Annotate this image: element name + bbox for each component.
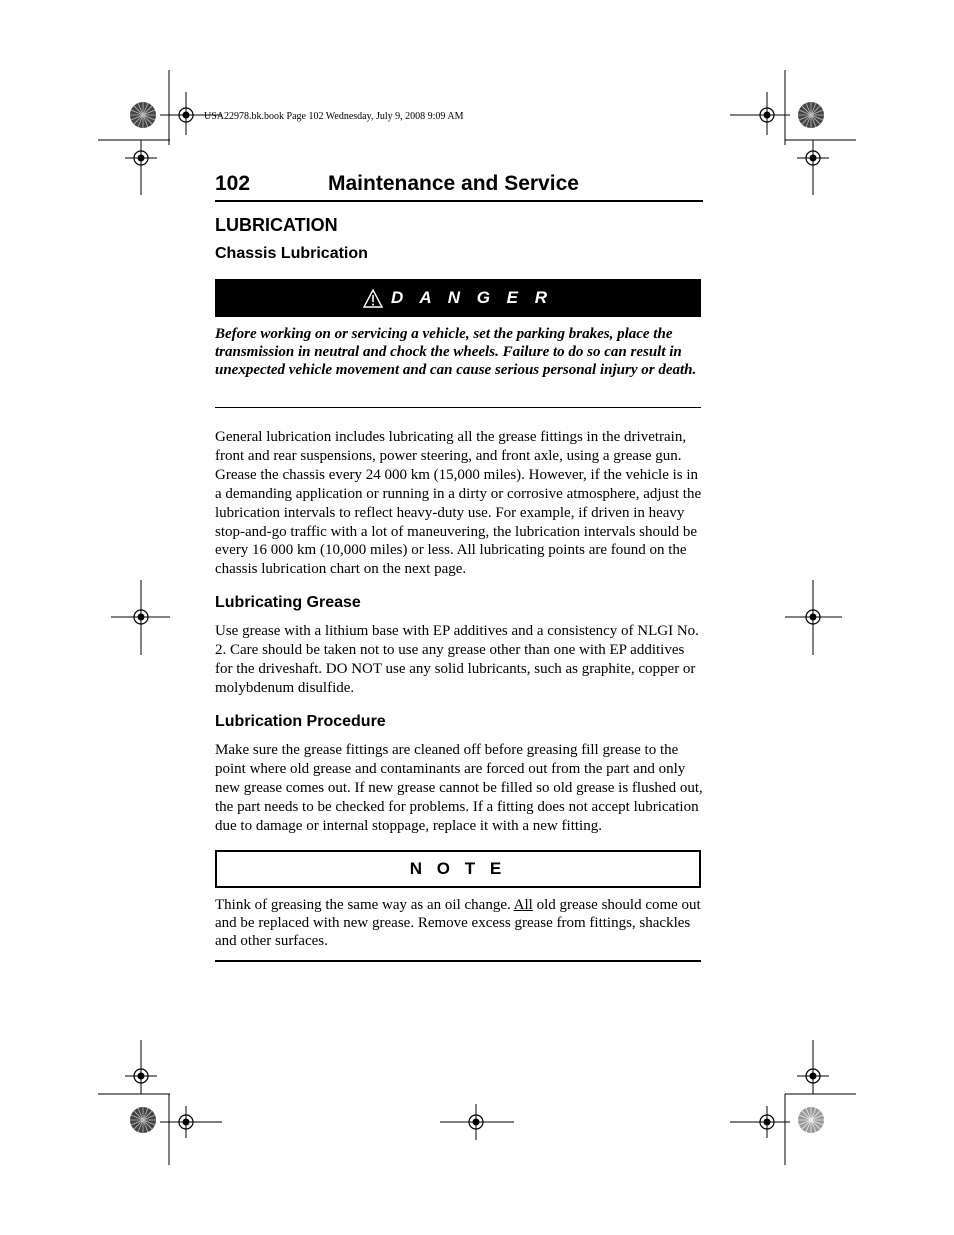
color-wheel-icon: [798, 1107, 824, 1133]
section-title: LUBRICATION: [215, 215, 338, 235]
danger-label: D A N G E R: [390, 288, 554, 307]
subsection-title-procedure: Lubrication Procedure: [215, 713, 386, 730]
color-wheel-icon: [130, 102, 156, 128]
note-label: N O T E: [409, 859, 507, 878]
paragraph-general-lubrication: General lubrication includes lubricating all the grease fittings in the drivetrain, front and rear suspensions, power steering, and front axle, using a grease gun. Grease the chassis every 24 000 km (15,000 miles). However, if the vehicle is in a demanding application or running in a dirty or corrosive atmosphere, adjust the lubrication intervals to reflect heavy-duty use. For example, if driven in heavy stop-and-go traffic with a lot of maneuvering, the lubrication intervals should be every 16 000 km (10,000 miles) or less. All lubricating points are found on the chassis lubrication chart on the next page.: [215, 429, 702, 578]
warning-triangle-icon: [363, 289, 383, 308]
crop-marks: [98, 70, 856, 1165]
print-slug: USA22978.bk.book Page 102 Wednesday, July 9, 2008 9:09 AM: [204, 111, 464, 122]
divider: [215, 407, 701, 408]
danger-message: Before working on or servicing a vehicle, set the parking brakes, place the transmission in neutral and chock the wheels. Failure to do so can result in unexpected vehicle movement and can cause serious personal injury or death.: [215, 326, 697, 378]
divider: [215, 960, 701, 962]
paragraph-grease: Use grease with a lithium base with EP additives and a consistency of NLGI No. 2. Care should be taken not to use any grease other than one with EP additives for the driveshaft. DO NOT use any solid lubricants, such as graphite, copper or molybdenum disulfide.: [215, 623, 699, 696]
note-banner: [215, 850, 701, 888]
note-text-underlined: All: [513, 897, 533, 913]
note-message: [215, 896, 703, 950]
page-header: [215, 172, 703, 202]
color-wheel-icon: [798, 102, 824, 128]
page-number: 102: [215, 172, 251, 195]
subsection-title-chassis: Chassis Lubrication: [215, 245, 368, 262]
subsection-title-grease: Lubricating Grease: [215, 594, 361, 611]
page-title: Maintenance and Service: [328, 172, 579, 195]
note-text-after: old grease should come out and be replaced with new grease. Remove excess grease from fittings, shackles and other surfaces.: [215, 897, 701, 949]
paragraph-procedure: Make sure the grease fittings are cleaned off before greasing fill grease to the point where old grease and contaminants are forced out from the part and only new grease comes out. If new grease cannot be filled so old grease is flushed out, the part needs to be checked for problems. If a fitting does not accept lubrication due to damage or internal stoppage, replace it with a new fitting.: [215, 742, 703, 834]
color-wheel-icon: [130, 1107, 156, 1133]
note-text-before: Think of greasing the same way as an oil change.: [215, 897, 514, 913]
danger-banner: [215, 279, 701, 317]
